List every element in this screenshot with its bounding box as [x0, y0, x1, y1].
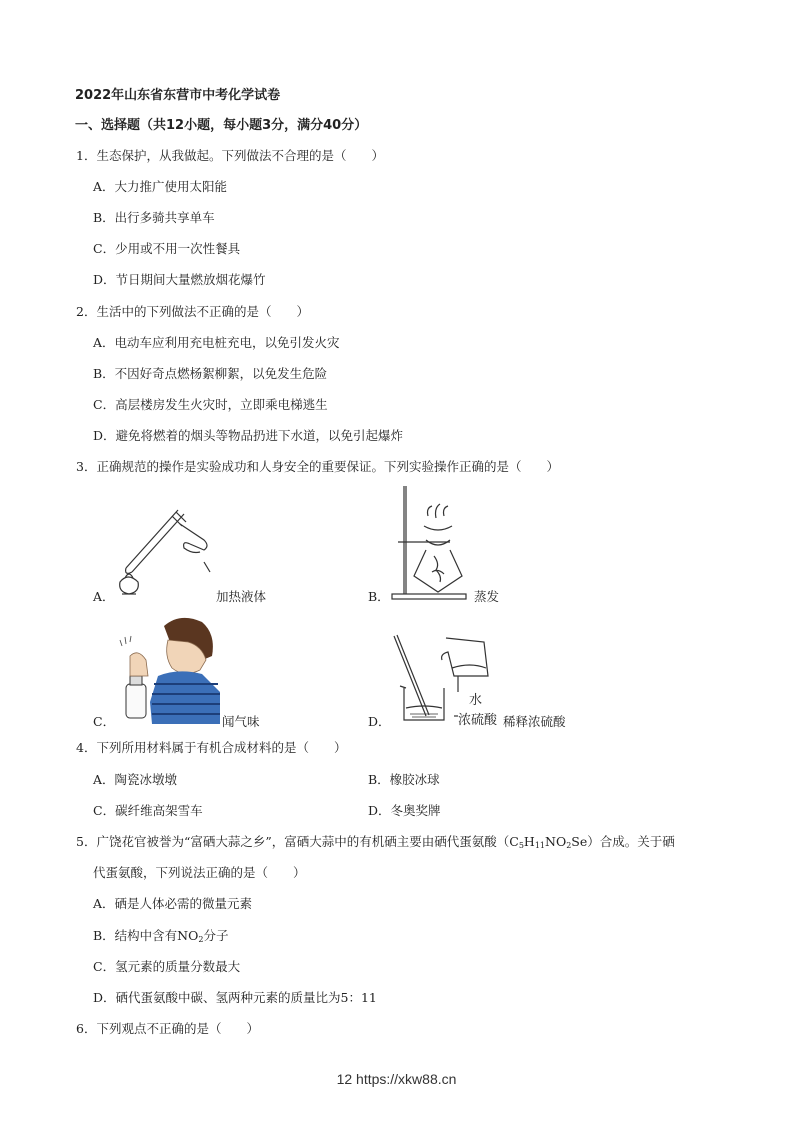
q5-option-a: A．硒是人体必需的微量元素	[93, 896, 253, 911]
q4-option-c: C．碳纤维高架雪车	[93, 803, 203, 818]
q1-option-d: D．节日期间大量燃放烟花爆竹	[93, 272, 266, 287]
q2-option-b: B．不因好奇点燃杨絮柳絮，以免发生危险	[93, 366, 328, 381]
q3-option-d-letter: D．	[368, 714, 391, 729]
q2-option-a: A．电动车应利用充电桩充电，以免引发火灾	[93, 335, 340, 350]
q5-option-c: C．氢元素的质量分数最大	[93, 959, 241, 974]
q2-option-d: D．避免将燃着的烟头等物品扔进下水道，以免引起爆炸	[93, 428, 404, 443]
q4-option-b: B．橡胶冰球	[368, 772, 440, 787]
q3-option-c-caption: 闻气味	[222, 714, 260, 729]
q1-option-c: C．少用或不用一次性餐具	[93, 241, 241, 256]
q3-option-b-letter: B．	[368, 589, 390, 604]
q3-stem: 3．正确规范的操作是实验成功和人身安全的重要保证。下列实验操作正确的是（ ）	[76, 459, 559, 474]
q3-option-a-letter: A．	[93, 589, 115, 604]
heating-liquid-illustration	[112, 502, 218, 598]
q3-option-b-caption: 蒸发	[474, 589, 500, 604]
page-footer: 12 https://xkw88.cn	[336, 1071, 457, 1087]
q1-option-a: A．大力推广使用太阳能	[93, 179, 228, 194]
q3-option-d-caption: 稀释浓硫酸	[503, 714, 566, 729]
q5-option-d: D．硒代蛋氨酸中碳、氢两种元素的质量比为5：11	[93, 990, 377, 1005]
q3-option-c-letter: C．	[93, 714, 116, 729]
q4-stem: 4．下列所用材料属于有机合成材料的是（ ）	[76, 740, 347, 755]
smelling-gas-illustration	[118, 612, 222, 724]
paper-title: 2022年山东省东营市中考化学试卷	[75, 88, 281, 103]
q3-option-a-caption: 加热液体	[216, 589, 267, 604]
section-heading: 一、选择题（共12小题，每小题3分，满分40分）	[75, 118, 368, 133]
q5-stem-line1: 5．广饶花官被誉为“富硒大蒜之乡”，富硒大蒜中的有机硒主要由硒代蛋氨酸$(C_5H_{11}NO_2Se)$合成。关于硒	[76, 834, 675, 850]
q5-stem-line2: 代蛋氨酸，下列说法正确的是（ ）	[93, 865, 306, 880]
q4-option-a: A．陶瓷冰墩墩	[93, 772, 178, 787]
label-concentrated-acid: 浓硫酸	[458, 713, 498, 728]
q2-stem: 2．生活中的下列做法不正确的是（ ）	[76, 304, 309, 319]
q4-option-d: D．冬奥奖牌	[368, 803, 441, 818]
q1-option-b: B．出行多骑共享单车	[93, 210, 215, 225]
q6-stem: 6．下列观点不正确的是（ ）	[76, 1021, 259, 1036]
q2-option-c: C．高层楼房发生火灾时，立即乘电梯逃生	[93, 397, 328, 412]
q5-option-b: B．结构中含有$NO_2$分子	[93, 928, 229, 944]
evaporation-illustration	[390, 484, 470, 602]
label-water: 水	[469, 693, 483, 708]
q1-stem: 1．生态保护，从我做起。下列做法不合理的是（ ）	[76, 148, 384, 163]
